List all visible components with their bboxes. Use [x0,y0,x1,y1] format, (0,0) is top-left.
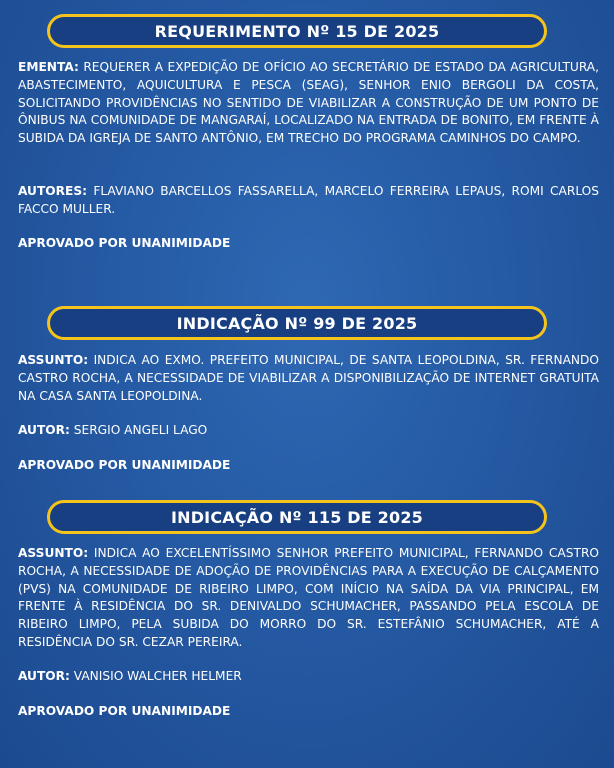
subject-paragraph [18,352,599,405]
approval-status: APROVADO POR UNANIMIDADE [18,458,231,472]
subject-text: INDICA AO EXMO. PREFEITO MUNICIPAL, DE SANTA LEOPOLDINA, SR. FERNANDO CASTRO ROCHA, A NECESSIDADE DE VIABILIZAR A DISPONIBILIZAÇÃO DE INTERNET GRATUITA NA CASA SANTA LEOPOLDINA. [18,353,600,403]
section-title: INDICAÇÃO Nº 115 DE 2025 [170,507,424,527]
section-title: INDICAÇÃO Nº 99 DE 2025 [176,313,418,333]
section-title-pill [47,500,547,534]
authors-text: FLAVIANO BARCELLOS FASSARELLA, MARCELO FERREIRA LEPAUS, ROMI CARLOS FACCO MULLER. [18,184,600,216]
author-paragraph [18,668,599,686]
subject-paragraph [18,545,599,652]
approval-status: APROVADO POR UNANIMIDADE [18,236,231,250]
approval-status: APROVADO POR UNANIMIDADE [18,704,231,718]
subject-text: INDICA AO EXCELENTÍSSIMO SENHOR PREFEITO MUNICIPAL, FERNANDO CASTRO ROCHA, A NECESSIDADE DE ADOÇÃO DE PROVIDÊNCIAS PARA A EXECUÇÃO DE CALÇAMENTO (PVS) NA COMUNIDADE DE RIBEIRO LIMPO, COM INÍCIO NA SAÍDA DA VIA PRINCIPAL, EM FRENTE À RESIDÊNCIA DO SR. DENIVALDO SCHUMACHER, PASSANDO PELA ESCOLA DE RIBEIRO LIMPO, PELA SUBIDA DO MORRO DO SR. ESTEFÂNIO SCHUMACHER, ATÉ A RESIDÊNCIA DO SR. CEZAR PEREIRA. [18,546,600,649]
subject-label: ASSUNTO: [18,353,89,367]
author-text: VANISIO WALCHER HELMER [73,669,242,683]
author-text: SERGIO ANGELI LAGO [73,423,208,437]
section-title: REQUERIMENTO Nº 15 DE 2025 [154,21,440,41]
author-label: AUTOR: [18,423,70,437]
section-title-pill [47,306,547,340]
ementa-paragraph [18,59,599,148]
subject-label: ASSUNTO: [18,546,89,560]
ementa-label: EMENTA: [18,60,79,74]
author-label: AUTOR: [18,669,70,683]
ementa-text: REQUERER A EXPEDIÇÃO DE OFÍCIO AO SECRETÁRIO DE ESTADO DA AGRICULTURA, ABASTECIMENTO, AQUICULTURA E PESCA (SEAG), SENHOR ENIO BERGOLI DA COSTA, SOLICITANDO PROVIDÊNCIAS NO SENTIDO DE VIABILIZAR A CONSTRUÇÃO DE UM PONTO DE ÔNIBUS NA COMUNIDADE DE MANGARAÍ, LOCALIZADO NA ENTRADA DE BONITO, EM FRENTE À SUBIDA DA IGREJA DE SANTO ANTÔNIO, EM TRECHO DO PROGRAMA CAMINHOS DO CAMPO. [18,60,600,146]
author-paragraph [18,422,599,440]
authors-paragraph [18,183,599,219]
section-title-pill [47,14,547,48]
authors-label: AUTORES: [18,184,87,198]
